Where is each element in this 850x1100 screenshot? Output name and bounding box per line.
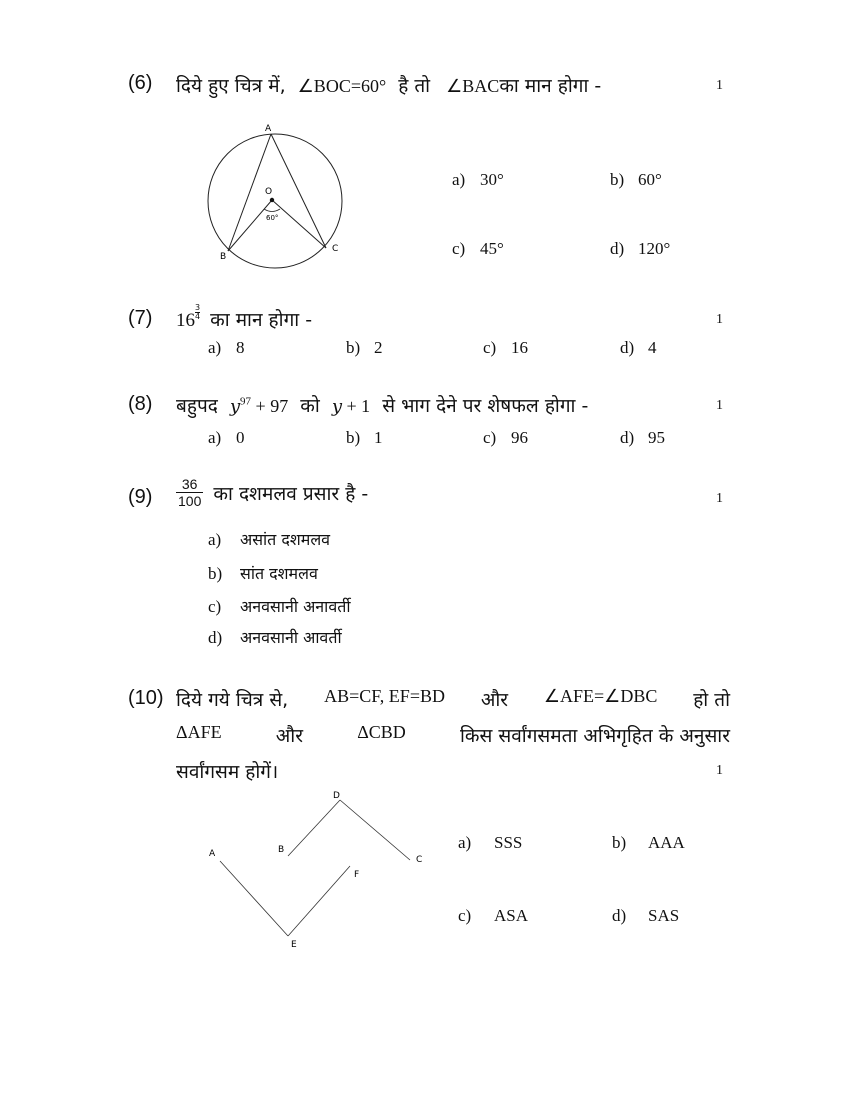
q7-option-d bbox=[620, 338, 657, 358]
q10-option-c bbox=[458, 906, 528, 926]
q8-poly-exp: 97 bbox=[240, 395, 252, 408]
label-b: B bbox=[220, 252, 227, 262]
q7-option-a bbox=[208, 338, 245, 358]
q8-option-d-letter: d) bbox=[620, 428, 635, 447]
q9-text bbox=[176, 476, 368, 509]
q10-line-1 bbox=[176, 686, 730, 712]
q9-option-a-value: असांत दशमलव bbox=[240, 530, 331, 549]
q10-option-b-value: AAA bbox=[648, 833, 685, 852]
q6-angle-given: ∠BOC=60° bbox=[297, 76, 387, 96]
q10-line1-a: दिये गये चित्र से, bbox=[176, 689, 289, 711]
q6-text-mid: है तो bbox=[398, 75, 431, 97]
q7-option-c-value: 16 bbox=[511, 338, 528, 357]
q6-option-b-value: 60° bbox=[638, 170, 662, 189]
q8-option-c bbox=[483, 428, 528, 448]
label-c: C bbox=[416, 855, 423, 865]
q9-text-body: का दशमलव प्रसार है - bbox=[213, 482, 369, 505]
q8-option-c-value: 96 bbox=[511, 428, 528, 447]
q10-line2-b: किस सर्वांगसमता अभिगृहित के अनुसार bbox=[459, 725, 730, 747]
q10-option-b bbox=[612, 833, 685, 853]
q9-option-d bbox=[208, 626, 342, 648]
q10-option-d-letter: d) bbox=[612, 906, 627, 925]
q9-marks: 1 bbox=[716, 491, 723, 506]
q7-option-c-letter: c) bbox=[483, 338, 497, 357]
label-c: C bbox=[332, 244, 339, 254]
q8-option-b-value: 1 bbox=[374, 428, 383, 447]
line-oc bbox=[272, 200, 326, 248]
q8-marks: 1 bbox=[716, 398, 723, 413]
q9-option-d-letter: d) bbox=[208, 628, 223, 647]
label-a: A bbox=[209, 849, 216, 859]
q8-option-b-letter: b) bbox=[346, 428, 361, 447]
q9-option-c bbox=[208, 595, 350, 617]
q6-circle-figure bbox=[200, 118, 360, 278]
q10-option-a bbox=[458, 833, 522, 853]
q7-option-b-letter: b) bbox=[346, 338, 361, 357]
q7-option-b bbox=[346, 338, 383, 358]
line-ae bbox=[220, 861, 288, 936]
q8-poly-var: y bbox=[229, 396, 241, 417]
q7-base: 16 bbox=[176, 310, 195, 331]
q10-line2-a: और bbox=[275, 725, 303, 747]
q6-option-a bbox=[452, 170, 504, 190]
q6-option-c-value: 45° bbox=[480, 239, 504, 258]
q9-option-d-value: अनवसानी आवर्ती bbox=[240, 628, 342, 647]
q10-line-2 bbox=[176, 722, 730, 748]
q8-number: (8) bbox=[128, 393, 153, 415]
q7-exp-num: 3 bbox=[195, 303, 201, 312]
label-b: B bbox=[278, 845, 285, 855]
q10-option-d-value: SAS bbox=[648, 906, 680, 925]
q7-number: (7) bbox=[128, 307, 153, 329]
label-o: O bbox=[265, 187, 273, 197]
q8-poly-rest: + 97 bbox=[251, 396, 289, 416]
q8-option-a bbox=[208, 428, 245, 448]
q9-frac-den: 100 bbox=[178, 493, 202, 509]
q10-line1-b: और bbox=[480, 689, 509, 711]
q7-text bbox=[176, 303, 313, 332]
label-e: E bbox=[291, 940, 297, 950]
q6-marks: 1 bbox=[716, 78, 723, 93]
q9-option-b-letter: b) bbox=[208, 564, 223, 583]
angle-arc bbox=[264, 209, 280, 212]
q8-text-mid: को bbox=[300, 395, 320, 417]
q7-option-a-letter: a) bbox=[208, 338, 222, 357]
q7-exp-den: 4 bbox=[195, 312, 201, 321]
q10-line1-c: हो तो bbox=[693, 689, 730, 711]
label-f: F bbox=[354, 870, 360, 880]
q10-number: (10) bbox=[128, 687, 164, 709]
q7-exponent bbox=[195, 304, 200, 321]
q8-option-c-letter: c) bbox=[483, 428, 497, 447]
q8-div-rest: + 1 bbox=[341, 396, 371, 416]
q7-text-body: का मान होगा - bbox=[210, 309, 313, 331]
q8-option-a-letter: a) bbox=[208, 428, 222, 447]
q6-option-d-letter: d) bbox=[610, 239, 625, 258]
label-d: D bbox=[333, 791, 340, 801]
line-dc bbox=[340, 800, 410, 860]
q7-option-b-value: 2 bbox=[374, 338, 383, 357]
label-a: A bbox=[265, 124, 272, 134]
q9-option-c-letter: c) bbox=[208, 597, 222, 616]
q6-text-before: दिये हुए चित्र में, bbox=[176, 75, 286, 97]
q6-option-d-value: 120° bbox=[638, 239, 671, 258]
q9-option-a-letter: a) bbox=[208, 530, 222, 549]
line-ob bbox=[228, 200, 272, 251]
line-ef bbox=[288, 866, 350, 936]
line-bd bbox=[288, 800, 340, 856]
q10-line1-math: AB=CF, EF=BD bbox=[324, 686, 445, 706]
q6-option-c-letter: c) bbox=[452, 239, 466, 258]
q6-number: (6) bbox=[128, 72, 153, 94]
q6-option-d bbox=[610, 239, 670, 259]
q6-text-after: का मान होगा - bbox=[499, 75, 602, 97]
q9-fraction bbox=[176, 476, 203, 509]
q9-frac-num: 36 bbox=[176, 476, 203, 493]
q10-zigzag-figure bbox=[200, 786, 430, 956]
q8-option-a-value: 0 bbox=[236, 428, 245, 447]
q8-text bbox=[176, 392, 588, 418]
centre-point bbox=[270, 198, 274, 202]
q9-option-b-value: सांत दशमलव bbox=[240, 564, 318, 583]
q10-line2-tri1: ΔAFE bbox=[176, 722, 222, 742]
q10-line-3: सर्वांगसम होगें। bbox=[176, 761, 279, 783]
q10-line1-math2: ∠AFE=∠DBC bbox=[543, 686, 658, 706]
q8-option-d bbox=[620, 428, 665, 448]
line-ac bbox=[271, 134, 326, 248]
q7-option-c bbox=[483, 338, 528, 358]
q9-option-b bbox=[208, 562, 318, 584]
q8-div-var: y bbox=[331, 396, 342, 417]
q10-option-c-letter: c) bbox=[458, 906, 472, 925]
label-angle: 60° bbox=[266, 214, 279, 222]
q6-option-c bbox=[452, 239, 504, 259]
q6-text bbox=[176, 72, 601, 98]
q10-option-c-value: ASA bbox=[494, 906, 529, 925]
q6-angle-asked: ∠BAC bbox=[446, 76, 500, 96]
q6-option-a-letter: a) bbox=[452, 170, 466, 189]
q7-option-a-value: 8 bbox=[236, 338, 245, 357]
q8-option-b bbox=[346, 428, 383, 448]
q10-option-b-letter: b) bbox=[612, 833, 627, 852]
q6-option-b bbox=[610, 170, 662, 190]
q6-option-a-value: 30° bbox=[480, 170, 504, 189]
q8-text-before: बहुपद bbox=[176, 395, 218, 417]
q6-option-b-letter: b) bbox=[610, 170, 625, 189]
q7-option-d-value: 4 bbox=[648, 338, 657, 357]
q7-marks: 1 bbox=[716, 312, 723, 327]
q7-option-d-letter: d) bbox=[620, 338, 635, 357]
q10-marks: 1 bbox=[716, 763, 723, 778]
q10-option-a-value: SSS bbox=[494, 833, 523, 852]
circle bbox=[208, 134, 342, 268]
q10-option-d bbox=[612, 906, 679, 926]
q9-option-c-value: अनवसानी अनावर्ती bbox=[240, 597, 351, 616]
q10-option-a-letter: a) bbox=[458, 833, 472, 852]
q9-number: (9) bbox=[128, 486, 153, 508]
q8-option-d-value: 95 bbox=[648, 428, 665, 447]
q10-line2-tri2: ΔCBD bbox=[357, 722, 406, 742]
q9-option-a bbox=[208, 528, 330, 550]
q8-text-after: से भाग देने पर शेषफल होगा - bbox=[382, 395, 589, 417]
